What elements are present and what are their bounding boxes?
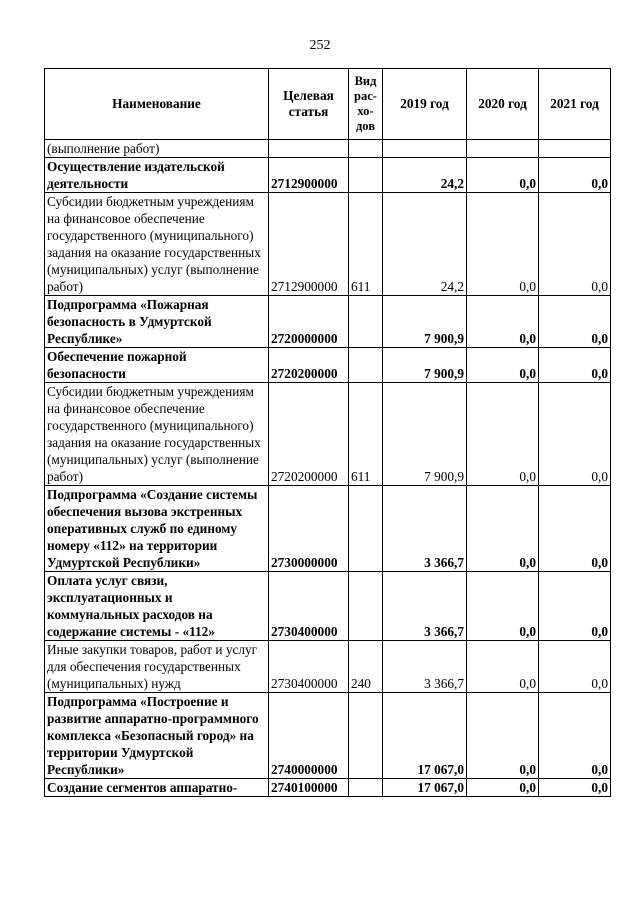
row-vid: [349, 348, 383, 383]
row-2021: 0,0: [539, 193, 611, 296]
row-name: Подпрограмма «Создание системы обеспечения вызова экстренных оперативных служб по единому номеру «112» на территории Удмуртской Республики»: [45, 486, 269, 572]
row-2021: 0,0: [539, 296, 611, 348]
row-name: Субсидии бюджетным учреждениям на финансовое обеспечение государственного (муниципального) задания на оказание государственных (муниципальных) услуг (выполнение работ): [45, 383, 269, 486]
row-2021: 0,0: [539, 779, 611, 797]
row-2019: 17 067,0: [383, 779, 467, 797]
row-2019: 7 900,9: [383, 296, 467, 348]
table-row: [45, 779, 611, 797]
page-number: 252: [309, 38, 331, 53]
row-vid: [349, 693, 383, 779]
row-2019: 17 067,0: [383, 693, 467, 779]
row-code: 2720000000: [269, 296, 349, 348]
row-2021: 0,0: [539, 641, 611, 693]
row-code: 2720200000: [269, 348, 349, 383]
table-row: [45, 486, 611, 572]
row-code: 2712900000: [269, 193, 349, 296]
row-2019: 24,2: [383, 193, 467, 296]
table-row: [45, 296, 611, 348]
row-code: 2720200000: [269, 383, 349, 486]
row-2021: [539, 140, 611, 158]
row-2020: 0,0: [467, 693, 539, 779]
header-2019: 2019 год: [383, 69, 467, 140]
header-name: Наименование: [45, 69, 269, 140]
row-2020: 0,0: [467, 572, 539, 641]
row-2020: 0,0: [467, 383, 539, 486]
table-header-row: [45, 69, 611, 140]
row-vid: 611: [349, 193, 383, 296]
row-2021: 0,0: [539, 572, 611, 641]
row-2019: [383, 140, 467, 158]
table-row: [45, 140, 611, 158]
row-name: Подпрограмма «Построение и развитие аппаратно-программного комплекса «Безопасный город» на территории Удмуртской Республики»: [45, 693, 269, 779]
row-vid: [349, 296, 383, 348]
header-2021: 2021 год: [539, 69, 611, 140]
table-row: [45, 693, 611, 779]
row-vid: [349, 140, 383, 158]
row-code: 2712900000: [269, 158, 349, 193]
row-code: 2730000000: [269, 486, 349, 572]
row-name: Обеспечение пожарной безопасности: [45, 348, 269, 383]
row-vid: [349, 779, 383, 797]
row-2019: 3 366,7: [383, 572, 467, 641]
row-name: Подпрограмма «Пожарная безопасность в Удмуртской Республике»: [45, 296, 269, 348]
row-2020: 0,0: [467, 641, 539, 693]
row-2021: 0,0: [539, 486, 611, 572]
table-row: [45, 158, 611, 193]
row-2019: 3 366,7: [383, 486, 467, 572]
row-2020: 0,0: [467, 486, 539, 572]
row-code: [269, 140, 349, 158]
header-code: Целевая статья: [269, 69, 349, 140]
row-vid: [349, 158, 383, 193]
budget-table: [44, 68, 611, 797]
table-row: [45, 572, 611, 641]
row-code: 2730400000: [269, 641, 349, 693]
row-2020: [467, 140, 539, 158]
row-vid: 240: [349, 641, 383, 693]
row-2020: 0,0: [467, 779, 539, 797]
row-2021: 0,0: [539, 383, 611, 486]
header-2020: 2020 год: [467, 69, 539, 140]
row-2020: 0,0: [467, 296, 539, 348]
row-2019: 24,2: [383, 158, 467, 193]
row-2021: 0,0: [539, 158, 611, 193]
row-2021: 0,0: [539, 348, 611, 383]
row-2020: 0,0: [467, 348, 539, 383]
row-name: Субсидии бюджетным учреждениям на финансовое обеспечение государственного (муниципального) задания на оказание государственных (муниципальных) услуг (выполнение работ): [45, 193, 269, 296]
row-vid: [349, 572, 383, 641]
row-2019: 3 366,7: [383, 641, 467, 693]
row-code: 2740000000: [269, 693, 349, 779]
header-vid: Вид рас-хо-дов: [349, 69, 383, 140]
row-2021: 0,0: [539, 693, 611, 779]
row-name: Оплата услуг связи, эксплуатационных и коммунальных расходов на содержание системы - «112»: [45, 572, 269, 641]
row-2020: 0,0: [467, 158, 539, 193]
row-name: (выполнение работ): [45, 140, 269, 158]
table-row: [45, 641, 611, 693]
row-2019: 7 900,9: [383, 383, 467, 486]
row-code: 2740100000: [269, 779, 349, 797]
row-name: Создание сегментов аппаратно-: [45, 779, 269, 797]
row-vid: 611: [349, 383, 383, 486]
table-row: [45, 383, 611, 486]
table-row: [45, 348, 611, 383]
row-code: 2730400000: [269, 572, 349, 641]
table-row: [45, 193, 611, 296]
row-name: Осуществление издательской деятельности: [45, 158, 269, 193]
row-vid: [349, 486, 383, 572]
row-2020: 0,0: [467, 193, 539, 296]
row-2019: 7 900,9: [383, 348, 467, 383]
row-name: Иные закупки товаров, работ и услуг для обеспечения государственных (муниципальных) нужд: [45, 641, 269, 693]
